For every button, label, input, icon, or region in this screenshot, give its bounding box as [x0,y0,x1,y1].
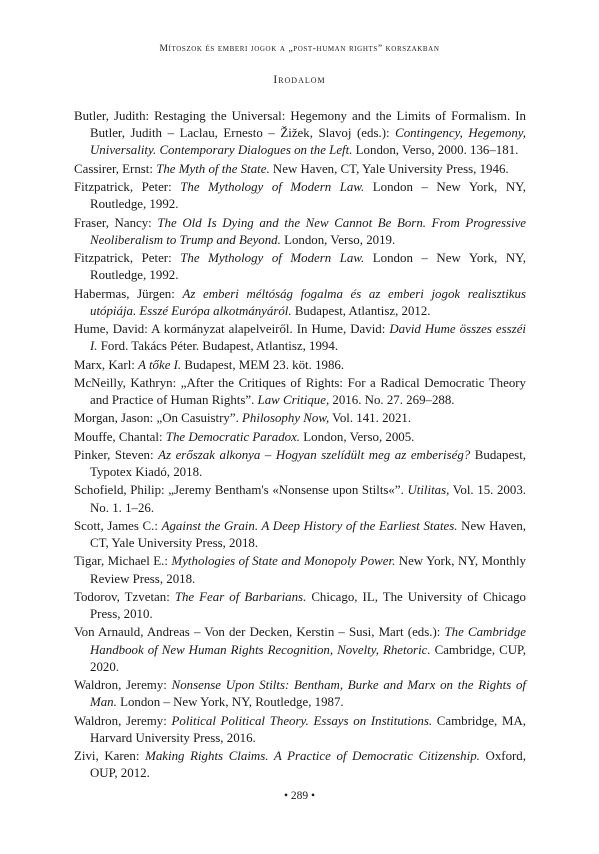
reference-title: Political Political Theory. Essays on Institutions. [171,713,433,728]
reference-entry [74,677,526,711]
reference-title: Against the Grain. A Deep History of the Earliest States. [161,518,458,533]
reference-text: Fitzpatrick, Peter: [74,180,181,194]
reference-text: London, Verso, 2000. 136–181. [352,143,519,158]
reference-entry [74,589,526,623]
reference-entry [74,179,526,213]
reference-text: Budapest, MEM 23. köt. 1986. [181,357,345,372]
running-head: Mítoszok és emberi jogok a „post-human rights” korszakban [159,44,440,54]
reference-text: Cambridge, CUP, 2020. [90,642,526,674]
reference-title: A tőke I. [138,357,182,372]
reference-entry [74,624,526,676]
reference-text: Chicago, IL, The University of Chicago Press, 2010. [90,589,526,622]
reference-text: Cambridge, MA, Harvard University Press, 2016. [90,713,526,745]
reference-text: Waldron, Jeremy: [74,713,172,728]
reference-title: The Old Is Dying and the New Cannot Be Born. From Progressive Neoliberalism to Trump and Beyond. [90,215,527,247]
reference-entry [74,518,526,552]
reference-text: Fraser, Nancy: [74,215,158,230]
reference-text: Morgan, Jason: „On Casuistry”. [74,411,243,426]
reference-entry [74,215,526,249]
reference-entry [74,429,526,446]
reference-text: Marx, Karl: [74,357,139,372]
reference-text: Oxford, OUP, 2012. [90,749,526,781]
reference-entry [74,482,526,516]
reference-title: Philosophy Now, [242,411,330,426]
reference-title: The Myth of the State. [156,161,270,176]
reference-entry [74,286,526,320]
reference-title: Nonsense Upon Stilts: Bentham, Burke and Marx on the Rights of Man. [90,678,526,710]
reference-entry [74,108,526,160]
reference-title: The Mythology of Modern Law. [180,180,365,194]
reference-entry [74,375,526,409]
reference-text: London – New York, NY, Routledge, 1992. [90,251,526,283]
reference-text: Habermas, Jürgen: [74,286,183,301]
reference-title: The Mythology of Modern Law. [180,251,365,265]
reference-entry [74,713,526,747]
reference-title: The Fear of Barbarians. [174,589,307,604]
reference-title: Law Critique, [257,393,330,407]
reference-text: Fitzpatrick, Peter: [74,251,181,265]
reference-text: Vol. 15. 2003. No. 1. 1–26. [90,483,526,515]
reference-title: Making Rights Claims. A Practice of Democratic Citizenship. [145,749,480,764]
reference-text: Zivi, Karen: [74,749,146,764]
reference-text: London – New York, NY, Routledge, 1987. [116,695,344,710]
reference-text: London – New York, NY, Routledge, 1992. [90,180,526,212]
reference-title: The Democratic Paradox. [165,429,301,444]
reference-text: Waldron, Jeremy: [74,678,172,693]
reference-text: Vol. 141. 2021. [329,411,412,426]
reference-entry [74,553,526,587]
reference-list [74,108,526,784]
reference-text: Todorov, Tzvetan: [74,589,175,604]
reference-entry [74,410,526,427]
reference-entry [74,161,526,178]
reference-text: 2016. No. 27. 269–288. [329,393,455,407]
reference-text: Butler, Judith: Restaging the Universal: Hegemony and the Limits of Formalism. In Butler, Judith – Laclau, Ernesto – Žižek, Slavoj (eds.): [74,109,526,141]
section-title: Irodalom [273,74,326,86]
reference-title: Az erőszak alkonya – Hogyan szelídült meg az emberiség? [158,447,471,462]
reference-title: Mythologies of State and Monopoly Power. [171,554,396,569]
reference-text: Von Arnauld, Andreas – Von der Decken, Kerstin – Susi, Mart (eds.): [74,625,445,640]
page-number: • 289 • [283,790,316,802]
reference-text: Schofield, Philip: „Jeremy Bentham's «Nonsense upon Stilts«”. [74,483,408,498]
reference-text: Tigar, Michael E.: [74,554,172,569]
reference-text: Budapest, Atlantisz, 2012. [291,303,431,318]
reference-text: London, Verso, 2005. [300,429,415,444]
reference-entry [74,748,526,782]
reference-text: Hume, David: A kormányzat alapelveiről. In Hume, David: [74,322,390,336]
reference-text: New Haven, CT, Yale University Press, 2018. [90,518,527,551]
reference-entry [74,447,526,481]
reference-text: Ford. Takács Péter. Budapest, Atlantisz, 1994. [97,339,339,354]
reference-title: Az emberi méltóság fogalma és az emberi jogok realisztikus utópiája. Esszé Európa alkotmányáról. [90,286,526,318]
reference-text: Budapest, Typotex Kiadó, 2018. [90,447,527,480]
reference-text: Scott, James C.: [74,518,162,533]
reference-text: Mouffe, Chantal: [74,429,166,444]
reference-title: David Hume összes esszéi I. [90,322,527,354]
reference-text: McNeilly, Kathryn: „After the Critiques of Rights: For a Radical Democratic Theory and Practice of Human Rights”. [74,375,526,407]
reference-title: Contingency, Hegemony, Universality. Contemporary Dialogues on the Left. [90,126,526,158]
reference-title: The Cambridge Handbook of New Human Rights Recognition, Novelty, Rhetoric. [90,625,526,657]
reference-text: New Haven, CT, Yale University Press, 1946. [269,161,509,176]
reference-text: Cassirer, Ernst: [74,161,157,176]
reference-text: New York, NY, Monthly Review Press, 2018. [90,554,526,586]
reference-entry [74,357,526,374]
reference-text: Pinker, Steven: [74,447,159,462]
reference-text: London, Verso, 2019. [280,232,396,247]
reference-title: Utilitas, [407,483,450,498]
reference-entry [74,250,526,284]
reference-entry [74,321,526,355]
